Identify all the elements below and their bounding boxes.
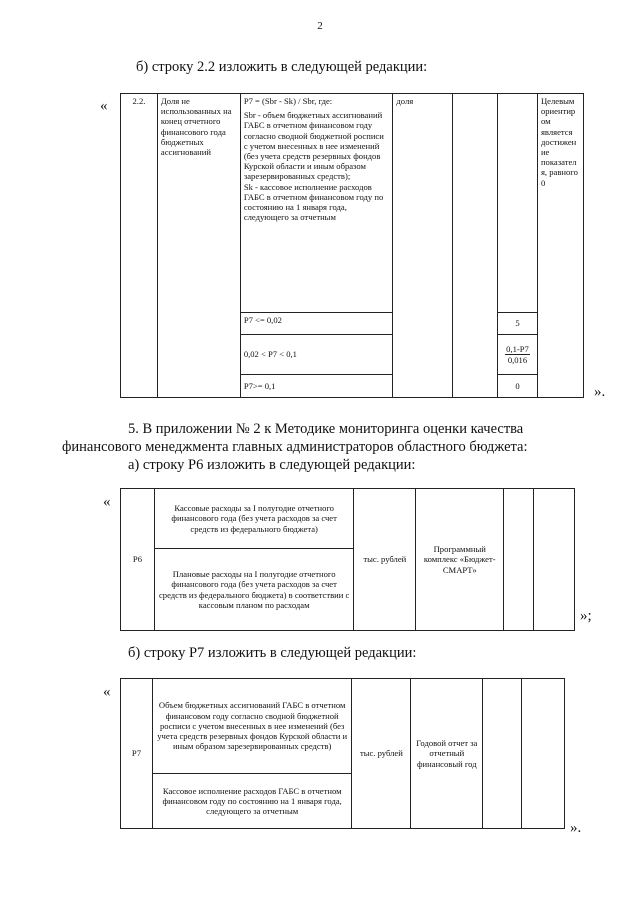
score-2 <box>498 335 538 375</box>
score-1: 5 <box>498 313 538 335</box>
formula-definition-sbr: Sbr - объем бюджетных ассигнований ГАБС в отчетном финансовом году согласно сводной бюджетной росписи с учетом внесенных в нее изменений (без учета средств резервных фондов Курской области и иным образом зарезервированных средств); <box>243 110 384 182</box>
table-row-2-2 <box>120 93 584 398</box>
open-quote: « <box>103 684 111 700</box>
close-quote: ». <box>570 820 582 836</box>
item-2: Кассовое исполнение расходов ГАБС в отчетном финансовом году по состоянию на 1 января года, следующего за отчетным <box>152 774 352 829</box>
paragraph-5-line-2: финансового менеджмента главных администраторов областного бюджета: <box>62 439 528 455</box>
fraction-denominator: 0,016 <box>507 355 528 365</box>
open-quote: « <box>103 494 111 510</box>
section-heading-p7: б) строку Р7 изложить в следующей редакции: <box>128 645 417 661</box>
source-cell: Годовой отчет за отчетный финансовый год <box>411 679 483 829</box>
section-heading-p6: а) строку Р6 изложить в следующей редакции: <box>128 457 416 473</box>
unit-cell: тыс. рублей <box>352 679 411 829</box>
close-quote: ». <box>594 384 606 400</box>
open-quote: « <box>100 98 108 114</box>
table-row-p7 <box>120 678 565 829</box>
formula-cell <box>240 94 393 313</box>
formula-definition-sk: Sk - кассовое исполнение расходов ГАБС в отчетном финансовом году по состоянию на 1 января года, следующего за отчетным <box>243 181 384 223</box>
empty-cell <box>453 94 498 398</box>
section-heading-2-2: б) строку 2.2 изложить в следующей редакции: <box>136 59 428 75</box>
formula-line: P7 = (Sbr - Sk) / Sbr, где: <box>243 96 333 106</box>
fraction-numerator: 0,1-P7 <box>506 343 529 354</box>
row-code: Р7 <box>121 679 153 829</box>
row-code: Р6 <box>121 489 155 631</box>
empty-cell <box>483 679 522 829</box>
score-3: 0 <box>498 375 538 398</box>
page-number: 2 <box>317 20 323 32</box>
item-2: Плановые расходы на I полугодие отчетного финансового года (без учета расходов за счет средств из федерального бюджета) в соответствии с кассовым планом по расходам <box>154 549 353 631</box>
unit-cell: тыс. рублей <box>354 489 416 631</box>
target-cell: Целевым ориентир ом является достижен ие показател я, равного 0 <box>537 94 583 398</box>
row-number: 2.2. <box>121 94 158 398</box>
close-quote: »; <box>580 608 592 624</box>
condition-2: 0,02 < P7 < 0,1 <box>240 335 393 375</box>
item-1: Кассовые расходы за I полугодие отчетного финансового года (без учета расходов за счет средств из федерального бюджета) <box>154 489 353 549</box>
table-row-p6 <box>120 488 575 631</box>
empty-cell <box>522 679 565 829</box>
empty-cell <box>534 489 575 631</box>
source-cell: Программный комплекс «Бюджет-СМАРТ» <box>416 489 504 631</box>
condition-1: P7 <= 0,02 <box>240 313 393 335</box>
empty-cell <box>498 94 538 313</box>
unit-cell: доля <box>393 94 453 398</box>
indicator-name: Доля не использованных на конец отчетного финансового года бюджетных ассигнований <box>157 94 240 398</box>
item-1: Объем бюджетных ассигнований ГАБС в отчетном финансовом году согласно сводной бюджетной росписи с учетом внесенных в нее изменений (без учета средств резервных фондов Курской области и иным образом зарезервированных средств) <box>152 679 352 774</box>
condition-3: P7>= 0,1 <box>240 375 393 398</box>
paragraph-5-line-1: 5. В приложении № 2 к Методике мониторинга оценки качества <box>128 421 524 437</box>
score-fraction <box>505 344 530 365</box>
empty-cell <box>504 489 534 631</box>
